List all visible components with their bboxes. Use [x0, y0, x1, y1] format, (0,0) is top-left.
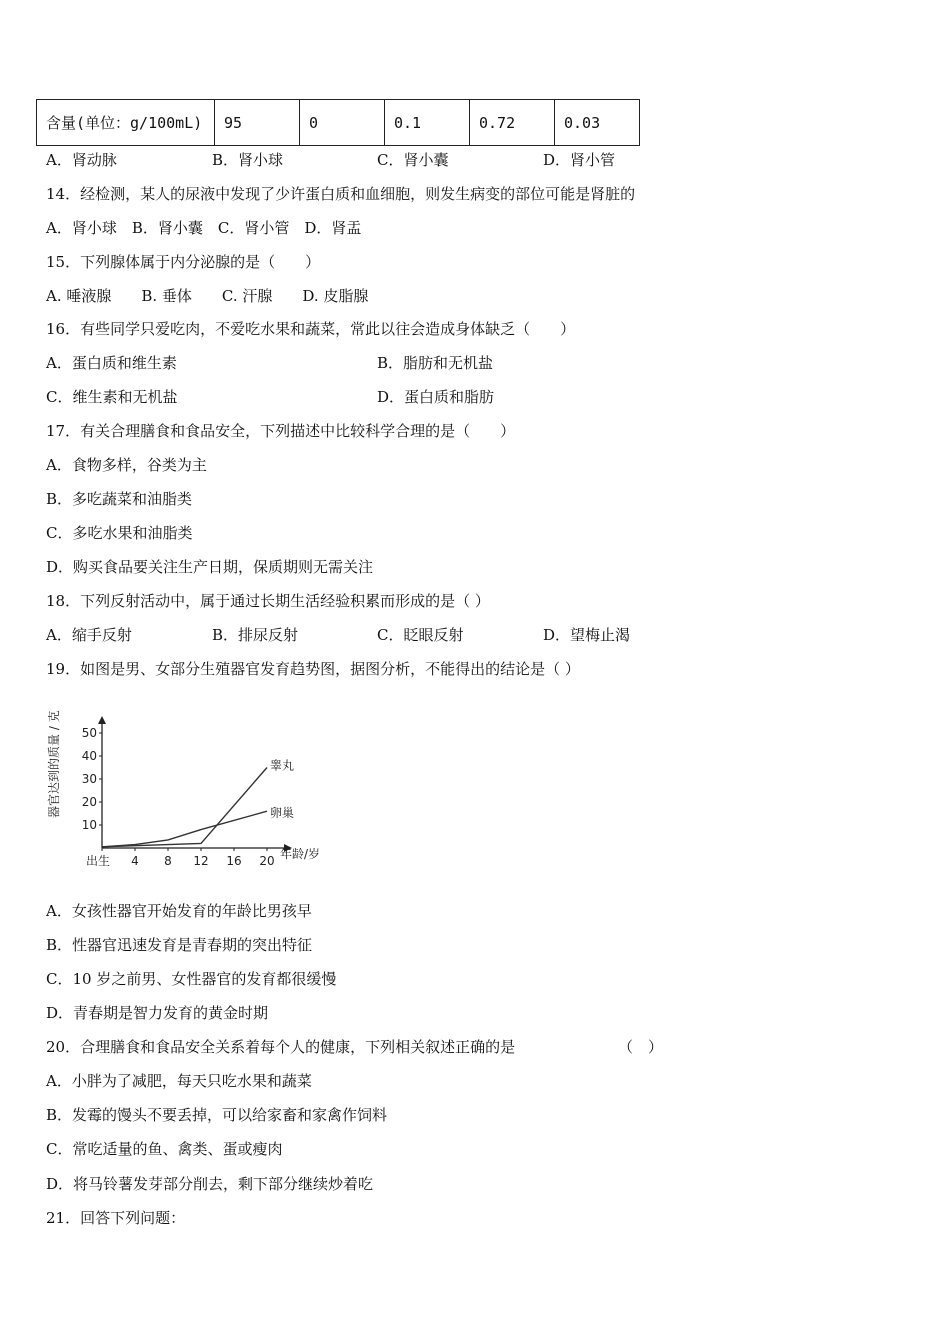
- table-row: [37, 100, 640, 146]
- x-tick-label: 12: [193, 854, 209, 868]
- organ-growth-chart: [40, 688, 321, 878]
- q20-option-a: A．小胖为了减肥，每天只吃水果和蔬菜: [46, 1072, 312, 1090]
- q19-option-b: B．性器官迅速发育是青春期的突出特征: [46, 936, 313, 954]
- q19-option-c: C．10 岁之前男、女性器官的发育都很缓慢: [46, 970, 337, 988]
- y-tick-label: 40: [81, 749, 97, 763]
- q18-option-c: C．眨眼反射: [377, 626, 464, 644]
- series-label: 睾丸: [270, 758, 295, 773]
- q16-stem: 16．有些同学只爱吃肉，不爱吃水果和蔬菜，常此以往会造成身体缺乏（ ）: [46, 320, 576, 338]
- y-axis-arrow: [98, 716, 106, 724]
- q13-option-b: B．肾小球: [212, 151, 284, 169]
- q16-option-d: D．蛋白质和脂肪: [377, 388, 495, 406]
- q20-stem: 20．合理膳食和食品安全关系着每个人的健康，下列相关叙述正确的是: [46, 1038, 516, 1056]
- q13-option-d: D．肾小管: [543, 151, 616, 169]
- y-tick-label: 50: [81, 726, 97, 740]
- q13-option-c: C．肾小囊: [377, 151, 449, 169]
- x-tick-label: 4: [131, 854, 139, 868]
- x-tick-label: 20: [259, 854, 275, 868]
- y-tick-label: 30: [81, 772, 97, 786]
- table-cell: 0: [300, 100, 385, 146]
- q16-option-c: C．维生素和无机盐: [46, 388, 178, 406]
- q17-option-c: C．多吃水果和油脂类: [46, 524, 193, 542]
- x-tick-label: 16: [226, 854, 242, 868]
- q14-stem: 14．经检测，某人的尿液中发现了少许蛋白质和血细胞，则发生病变的部位可能是肾脏的: [46, 185, 636, 203]
- q18-option-d: D．望梅止渴: [543, 626, 631, 644]
- q13-option-a: A．肾动脉: [46, 151, 117, 169]
- y-tick-label: 20: [81, 795, 97, 809]
- q15-stem: 15．下列腺体属于内分泌腺的是（ ）: [46, 253, 321, 271]
- q19-option-d: D．青春期是智力发育的黄金时期: [46, 1004, 269, 1022]
- q17-option-b: B．多吃蔬菜和油脂类: [46, 490, 193, 508]
- q16-option-b: B．脂肪和无机盐: [377, 354, 494, 372]
- x-tick-label: 8: [164, 854, 172, 868]
- q17-option-d: D．购买食品要关注生产日期，保质期则无需关注: [46, 558, 374, 576]
- table-cell-label: 含量(单位：g/100mL): [37, 100, 215, 146]
- q18-stem: 18．下列反射活动中，属于通过长期生活经验积累而形成的是（ ）: [46, 592, 490, 610]
- q20-option-b: B．发霉的馒头不要丢掉，可以给家畜和家禽作饲料: [46, 1106, 388, 1124]
- q17-option-a: A．食物多样，谷类为主: [46, 456, 207, 474]
- y-axis-label: 器官达到的质量 / 克: [47, 710, 61, 818]
- q20-option-c: C．常吃适量的鱼、禽类、蛋或瘦肉: [46, 1140, 283, 1158]
- q21-stem: 21．回答下列问题：: [46, 1209, 186, 1227]
- q19-stem: 19．如图是男、女部分生殖器官发育趋势图，据图分析，不能得出的结论是（ ）: [46, 660, 580, 678]
- x-axis-label: 年龄/岁: [280, 847, 321, 861]
- q16-option-a: A．蛋白质和维生素: [46, 354, 177, 372]
- q19-option-a: A．女孩性器官开始发育的年龄比男孩早: [46, 902, 312, 920]
- q14-options: A．肾小球 B．肾小囊 C．肾小管 D．肾盂: [46, 219, 362, 237]
- q18-option-a: A．缩手反射: [46, 626, 132, 644]
- table-cell: 0.1: [385, 100, 470, 146]
- series-label: 卵巢: [270, 806, 295, 821]
- table-cell: 0.03: [555, 100, 640, 146]
- q17-stem: 17．有关合理膳食和食品安全，下列描述中比较科学合理的是（ ）: [46, 422, 516, 440]
- q20-option-d: D．将马铃薯发芽部分削去，剩下部分继续炒着吃: [46, 1175, 374, 1193]
- chart-marks: [102, 768, 267, 847]
- table-cell: 95: [215, 100, 300, 146]
- table-cell: 0.72: [470, 100, 555, 146]
- urine-composition-table: [36, 99, 640, 146]
- q20-answer-blank: （ ）: [618, 1038, 664, 1056]
- series-line-ovary: [102, 811, 267, 847]
- q18-option-b: B．排尿反射: [212, 626, 299, 644]
- y-tick-label: 10: [81, 818, 97, 832]
- x-tick-label: 出生: [85, 854, 111, 868]
- q15-options: A. 唾液腺 B. 垂体 C. 汗腺 D. 皮脂腺: [46, 287, 369, 305]
